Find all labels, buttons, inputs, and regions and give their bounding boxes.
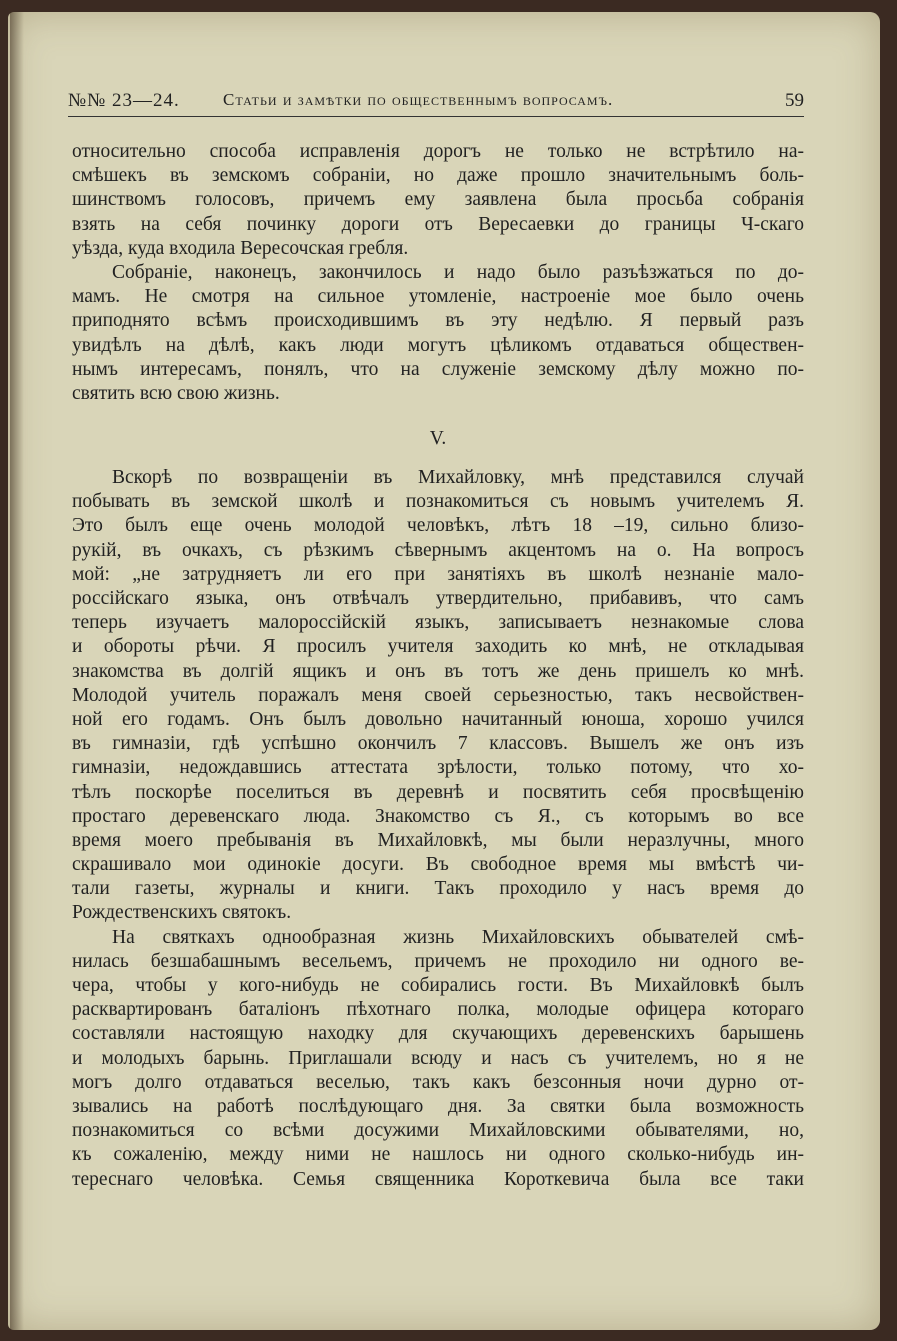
text-line: тѣлъ поскорѣе поселиться въ деревнѣ и посвятить себя просвѣщенію	[72, 781, 804, 803]
text-line: могъ долго отдаваться веселью, такъ какъ безсонныя ночи дурно от-	[72, 1071, 804, 1093]
text-line: время моего пребыванія въ Михайловкѣ, мы были неразлучны, много	[72, 829, 804, 851]
text-line: составляли настоящую находку для скучающихъ деревенскихъ барышень	[72, 1023, 804, 1045]
text-line: Это былъ еще очень молодой человѣкъ, лѣтъ 18 –19, сильно близо-	[72, 515, 804, 537]
issue-number: №№ 23—24.	[68, 90, 180, 111]
text-line: рукій, въ очкахъ, съ рѣзкимъ сѣвернымъ акцентомъ на о. На вопросъ	[72, 539, 804, 561]
text-line: нымъ интересамъ, понялъ, что на служеніе земскому дѣлу можно по-	[72, 358, 804, 380]
paragraph-3	[72, 466, 804, 926]
paragraph-2	[72, 261, 804, 406]
text-line: и молодыхъ барынь. Приглашали всюду и насъ съ учителемъ, но я не	[72, 1047, 804, 1069]
text-line: скрашивало мои одинокіе досуги. Въ свободное время мы вмѣстѣ чи-	[72, 854, 804, 876]
text-line: ной его годамъ. Онъ былъ довольно начитанный юноша, хорошо учился	[72, 708, 804, 730]
text-line: простаго деревенскаго люда. Знакомство съ Я., съ которымъ во все	[72, 805, 804, 827]
text-line: На святкахъ однообразная жизнь Михайловскихъ обывателей смѣ-	[112, 926, 804, 948]
text-line: уѣзда, куда входила Вересочская гребля.	[72, 237, 409, 259]
paragraph-1	[72, 140, 804, 261]
text-line: зывались на работѣ послѣдующаго дня. За святки была возможность	[72, 1095, 804, 1117]
body-text	[72, 140, 804, 1192]
text-line: и обороты рѣчи. Я просилъ учителя заходить ко мнѣ, не откладывая	[72, 636, 804, 658]
text-line: тали газеты, журналы и книги. Такъ проходило у насъ время до	[72, 878, 804, 900]
text-line: тереснаго человѣка. Семья священника Короткевича была все таки	[72, 1168, 804, 1190]
text-line: россійскаго языка, онъ отвѣчалъ утвердительно, прибавивъ, что самъ	[72, 588, 804, 609]
text-line: теперь изучаетъ малороссійскій языкъ, записываетъ незнакомые слова	[72, 612, 804, 634]
text-line: знакомства въ долгій ящикъ и онъ въ тотъ же день пришелъ ко мнѣ.	[72, 660, 804, 682]
text-line: увидѣлъ на дѣлѣ, какъ люди могутъ цѣликомъ отдаваться обществен-	[72, 334, 804, 356]
text-line: побывать въ земской школѣ и познакомиться съ новымъ учителемъ Я.	[72, 491, 804, 513]
text-line: чера, чтобы у кого-нибудь не собирались гости. Въ Михайловкѣ былъ	[72, 975, 804, 996]
text-line: Молодой учитель поражалъ меня своей серьезностью, такъ несвойствен-	[72, 684, 804, 706]
header-rule	[68, 116, 804, 117]
text-line: гимназіи, недождавшись аттестата зрѣлости, только потому, что хо-	[72, 757, 804, 779]
book-page	[8, 12, 880, 1330]
text-line: въ гимназіи, гдѣ успѣшно окончилъ 7 классовъ. Вышелъ же онъ изъ	[72, 733, 804, 755]
page-number: 59	[785, 90, 804, 111]
text-line: нилась безшабашнымъ весельемъ, причемъ не проходило ни одного ве-	[72, 950, 804, 972]
text-line: взять на себя починку дороги отъ Вересаевки до границы Ч-скаго	[72, 213, 804, 235]
paragraph-4	[72, 926, 804, 1192]
section-heading: V.	[429, 428, 447, 450]
page-binding-shadow	[10, 12, 24, 1330]
text-line: мамъ. Не смотря на сильное утомленіе, настроеніе мое было очень	[72, 286, 804, 308]
text-line: приподнято всѣмъ происходившимъ въ эту недѣлю. Я первый разъ	[72, 310, 804, 332]
running-title: Статьи и замѣтки по общественнымъ вопросамъ.	[223, 90, 614, 109]
text-line: шинствомъ голосовъ, причемъ ему заявлена была просьба собранія	[72, 189, 804, 211]
text-line: Рождественскихъ святокъ.	[72, 902, 292, 924]
text-line: святить всю свою жизнь.	[72, 382, 280, 404]
text-line: къ сожаленію, между ними не нашлось ни одного сколько-нибудь ин-	[72, 1144, 804, 1166]
text-line: Собраніе, наконецъ, закончилось и надо было разъѣзжаться по до-	[112, 261, 804, 283]
text-line: смѣшекъ въ земскомъ собраніи, но даже прошло значительнымъ боль-	[72, 165, 804, 187]
text-line: Вскорѣ по возвращеніи въ Михайловку, мнѣ представился случай	[112, 467, 804, 489]
text-line: относительно способа исправленія дорогъ не только не встрѣтило на-	[72, 141, 804, 162]
text-line: расквартированъ баталіонъ пѣхотнаго полка, молодые офицера котораго	[72, 999, 804, 1021]
text-line: мой: „не затрудняетъ ли его при занятіяхъ въ школѣ незнаніе мало-	[72, 563, 804, 585]
text-line: познакомиться со всѣми досужими Михайловскими обывателями, но,	[72, 1120, 804, 1142]
